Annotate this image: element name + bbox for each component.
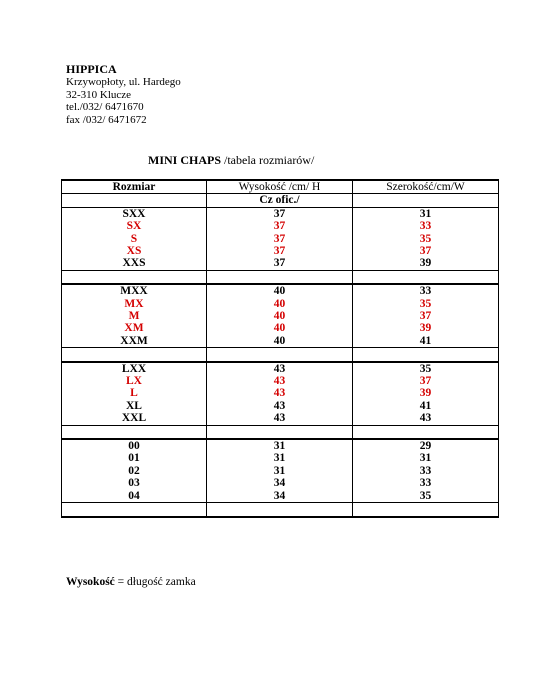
cell-size: L: [62, 387, 207, 399]
cell-size: XM: [62, 322, 207, 334]
cell-size: 02: [62, 465, 207, 477]
cell-size: 04: [62, 490, 207, 503]
separator-cell: [62, 425, 207, 439]
subheader-empty: [353, 194, 499, 207]
company-name: HIPPICA: [66, 62, 117, 76]
separator-cell: [62, 270, 207, 284]
footer-text: = długość zamka: [114, 576, 196, 588]
table-row: [62, 477, 499, 489]
cell-height: 43: [207, 375, 353, 387]
separator-cell: [207, 348, 353, 362]
size-table: [61, 179, 499, 518]
cell-size: XXS: [62, 257, 207, 270]
footer-label: Wysokość: [66, 576, 115, 588]
cell-height: 40: [207, 284, 353, 297]
cell-width: 33: [353, 220, 499, 232]
subheader-empty: [62, 194, 207, 207]
cell-height: 37: [207, 233, 353, 245]
cell-width: 39: [353, 257, 499, 270]
filler-cell: [353, 503, 499, 518]
table-row: [62, 298, 499, 310]
cell-width: 37: [353, 245, 499, 257]
cell-height: 31: [207, 465, 353, 477]
separator-cell: [353, 348, 499, 362]
table-row: [62, 207, 499, 220]
cell-height: 34: [207, 490, 353, 503]
company-tel: tel./032/ 6471670: [66, 101, 144, 113]
cell-size: MX: [62, 298, 207, 310]
header-height-sub: Cz ofic./: [207, 194, 353, 207]
table-end-row: [62, 503, 499, 518]
cell-size: SX: [62, 220, 207, 232]
cell-size: LXX: [62, 362, 207, 375]
table-row: [62, 387, 499, 399]
cell-size: XL: [62, 400, 207, 412]
cell-height: 31: [207, 452, 353, 464]
cell-height: 37: [207, 207, 353, 220]
table-row: [62, 490, 499, 503]
cell-width: 37: [353, 375, 499, 387]
table-row: [62, 400, 499, 412]
company-address-city: 32-310 Klucze: [66, 88, 132, 101]
table-row: [62, 362, 499, 375]
cell-width: 35: [353, 490, 499, 503]
table-row: [62, 245, 499, 257]
separator-cell: [62, 348, 207, 362]
cell-width: 41: [353, 335, 499, 348]
filler-cell: [62, 503, 207, 518]
cell-size: 03: [62, 477, 207, 489]
cell-width: 31: [353, 207, 499, 220]
company-address-street: Krzywopłoty, ul. Hardego: [66, 76, 181, 88]
title-subtitle: /tabela rozmiarów/: [221, 153, 315, 167]
company-fax: fax /032/ 6471672: [66, 113, 147, 126]
table-row: [62, 335, 499, 348]
company-block: [66, 62, 181, 126]
cell-width: 33: [353, 477, 499, 489]
table-header-row: [62, 180, 499, 194]
cell-size: XXM: [62, 335, 207, 348]
cell-size: M: [62, 310, 207, 322]
cell-height: 31: [207, 439, 353, 452]
cell-size: MXX: [62, 284, 207, 297]
separator-cell: [353, 270, 499, 284]
header-width: Szerokość/cm/W: [353, 180, 499, 194]
title-product: MINI CHAPS: [148, 153, 222, 167]
cell-height: 43: [207, 362, 353, 375]
group-separator-row: [62, 348, 499, 362]
header-height: Wysokość /cm/ H: [207, 180, 353, 194]
cell-width: 35: [353, 298, 499, 310]
cell-width: 43: [353, 412, 499, 425]
cell-size: 01: [62, 452, 207, 464]
table-row: [62, 233, 499, 245]
footer-note: [66, 576, 196, 588]
group-separator-row: [62, 270, 499, 284]
cell-height: 37: [207, 245, 353, 257]
cell-size: XS: [62, 245, 207, 257]
header-size: Rozmiar: [62, 180, 207, 194]
cell-size: LX: [62, 375, 207, 387]
table-row: [62, 220, 499, 232]
cell-height: 37: [207, 257, 353, 270]
cell-height: 40: [207, 322, 353, 334]
cell-size: XXL: [62, 412, 207, 425]
cell-width: 33: [353, 465, 499, 477]
table-row: [62, 412, 499, 425]
table-row: [62, 257, 499, 270]
separator-cell: [353, 425, 499, 439]
document-title: [148, 153, 314, 168]
cell-height: 34: [207, 477, 353, 489]
cell-width: 35: [353, 233, 499, 245]
table-row: [62, 322, 499, 334]
cell-size: S: [62, 233, 207, 245]
cell-width: 29: [353, 439, 499, 452]
cell-height: 43: [207, 412, 353, 425]
cell-height: 37: [207, 220, 353, 232]
cell-height: 43: [207, 387, 353, 399]
separator-cell: [207, 425, 353, 439]
group-separator-row: [62, 425, 499, 439]
table-row: [62, 465, 499, 477]
cell-height: 43: [207, 400, 353, 412]
cell-width: 39: [353, 387, 499, 399]
cell-width: 35: [353, 362, 499, 375]
filler-cell: [207, 503, 353, 518]
cell-height: 40: [207, 298, 353, 310]
cell-width: 41: [353, 400, 499, 412]
cell-width: 33: [353, 284, 499, 297]
cell-width: 39: [353, 322, 499, 334]
table-row: [62, 452, 499, 464]
cell-size: 00: [62, 439, 207, 452]
table-row: [62, 284, 499, 297]
table-row: [62, 310, 499, 322]
table-row: [62, 375, 499, 387]
cell-height: 40: [207, 310, 353, 322]
table-subheader-row: [62, 194, 499, 207]
table-row: [62, 439, 499, 452]
cell-height: 40: [207, 335, 353, 348]
separator-cell: [207, 270, 353, 284]
cell-width: 37: [353, 310, 499, 322]
cell-width: 31: [353, 452, 499, 464]
cell-size: SXX: [62, 207, 207, 220]
